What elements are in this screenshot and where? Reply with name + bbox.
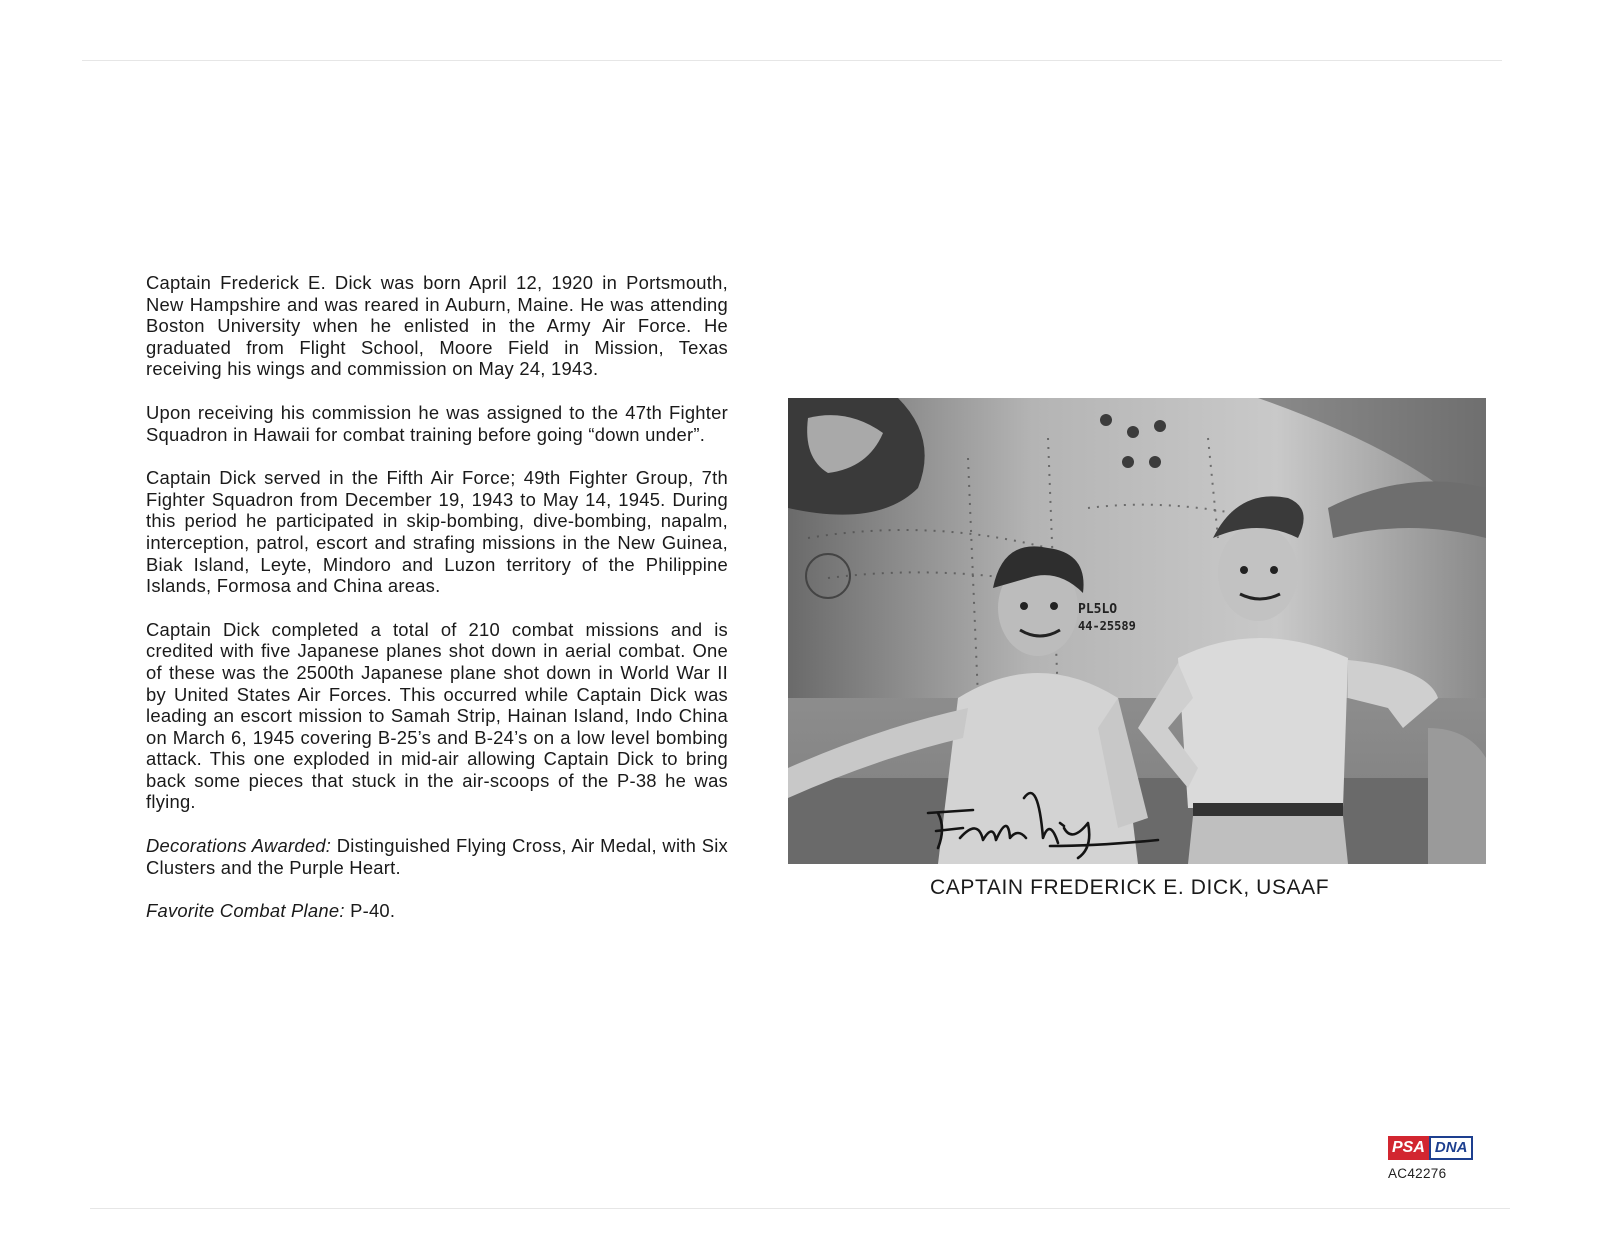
photo-caption: CAPTAIN FREDERICK E. DICK, USAAF — [930, 876, 1330, 899]
fuselage-marking-code: PL5LO — [1078, 602, 1118, 617]
dna-logo-text: DNA — [1429, 1136, 1474, 1160]
favorite-plane-label: Favorite Combat Plane: — [146, 900, 345, 922]
photo-illustration — [788, 398, 1486, 864]
psa-logo-text: PSA — [1388, 1136, 1429, 1160]
pilot-photograph — [788, 398, 1486, 864]
bio-paragraph-2: Upon receiving his commission he was assigned to the 47th Fighter Squadron in Hawaii for combat training before going “down under”. — [146, 401, 728, 445]
psa-dna-logo — [1388, 1136, 1480, 1160]
bottom-divider — [90, 1208, 1510, 1209]
bio-paragraph-1: Captain Frederick E. Dick was born April 12, 1920 in Portsmouth, New Hampshire and was reared in Auburn, Maine. He was attending Boston University when he enlisted in the Army Air Force. He graduated from Flight School, Moore Field in Mission, Texas receiving his wings and commission on May 24, 1943. — [146, 272, 728, 380]
biography-text — [146, 272, 728, 944]
decorations-line — [146, 835, 728, 878]
certification-number: AC42276 — [1388, 1166, 1447, 1181]
decorations-value: Distinguished Flying Cross, Air Medal, with Six Clusters and the Purple Heart. — [146, 835, 729, 878]
fuselage-serial-number: 44-25589 — [1078, 619, 1136, 633]
tire — [1428, 728, 1486, 864]
top-divider — [82, 60, 1502, 61]
bio-paragraph-3: Captain Dick served in the Fifth Air Force; 49th Fighter Group, 7th Fighter Squadron from December 19, 1943 to May 14, 1945. During this period he participated in skip-bombing, dive-bombing, napalm, interception, patrol, escort and strafing missions in the New Guinea, Biak Island, Leyte, Mindoro and Luzon territory of the Philippine Islands, Formosa and China areas. — [146, 467, 728, 597]
favorite-plane-value: P-40. — [344, 900, 396, 922]
decorations-label: Decorations Awarded: — [146, 835, 332, 857]
bio-paragraph-4: Captain Dick completed a total of 210 combat missions and is credited with five Japanese planes shot down in aerial combat. One of these was the 2500th Japanese plane shot down in World War II by United States Air Forces. This occurred while Captain Dick was leading an escort mission to Samah Strip, Hainan Island, Indo China on March 6, 1945 covering B-25’s and B-24’s on a low level bombing attack. This one exploded in mid-air allowing Captain Dick to bring back some pieces that stuck in the air-scoops of the P-38 he was flying. — [146, 618, 728, 813]
favorite-plane-line — [146, 900, 728, 922]
